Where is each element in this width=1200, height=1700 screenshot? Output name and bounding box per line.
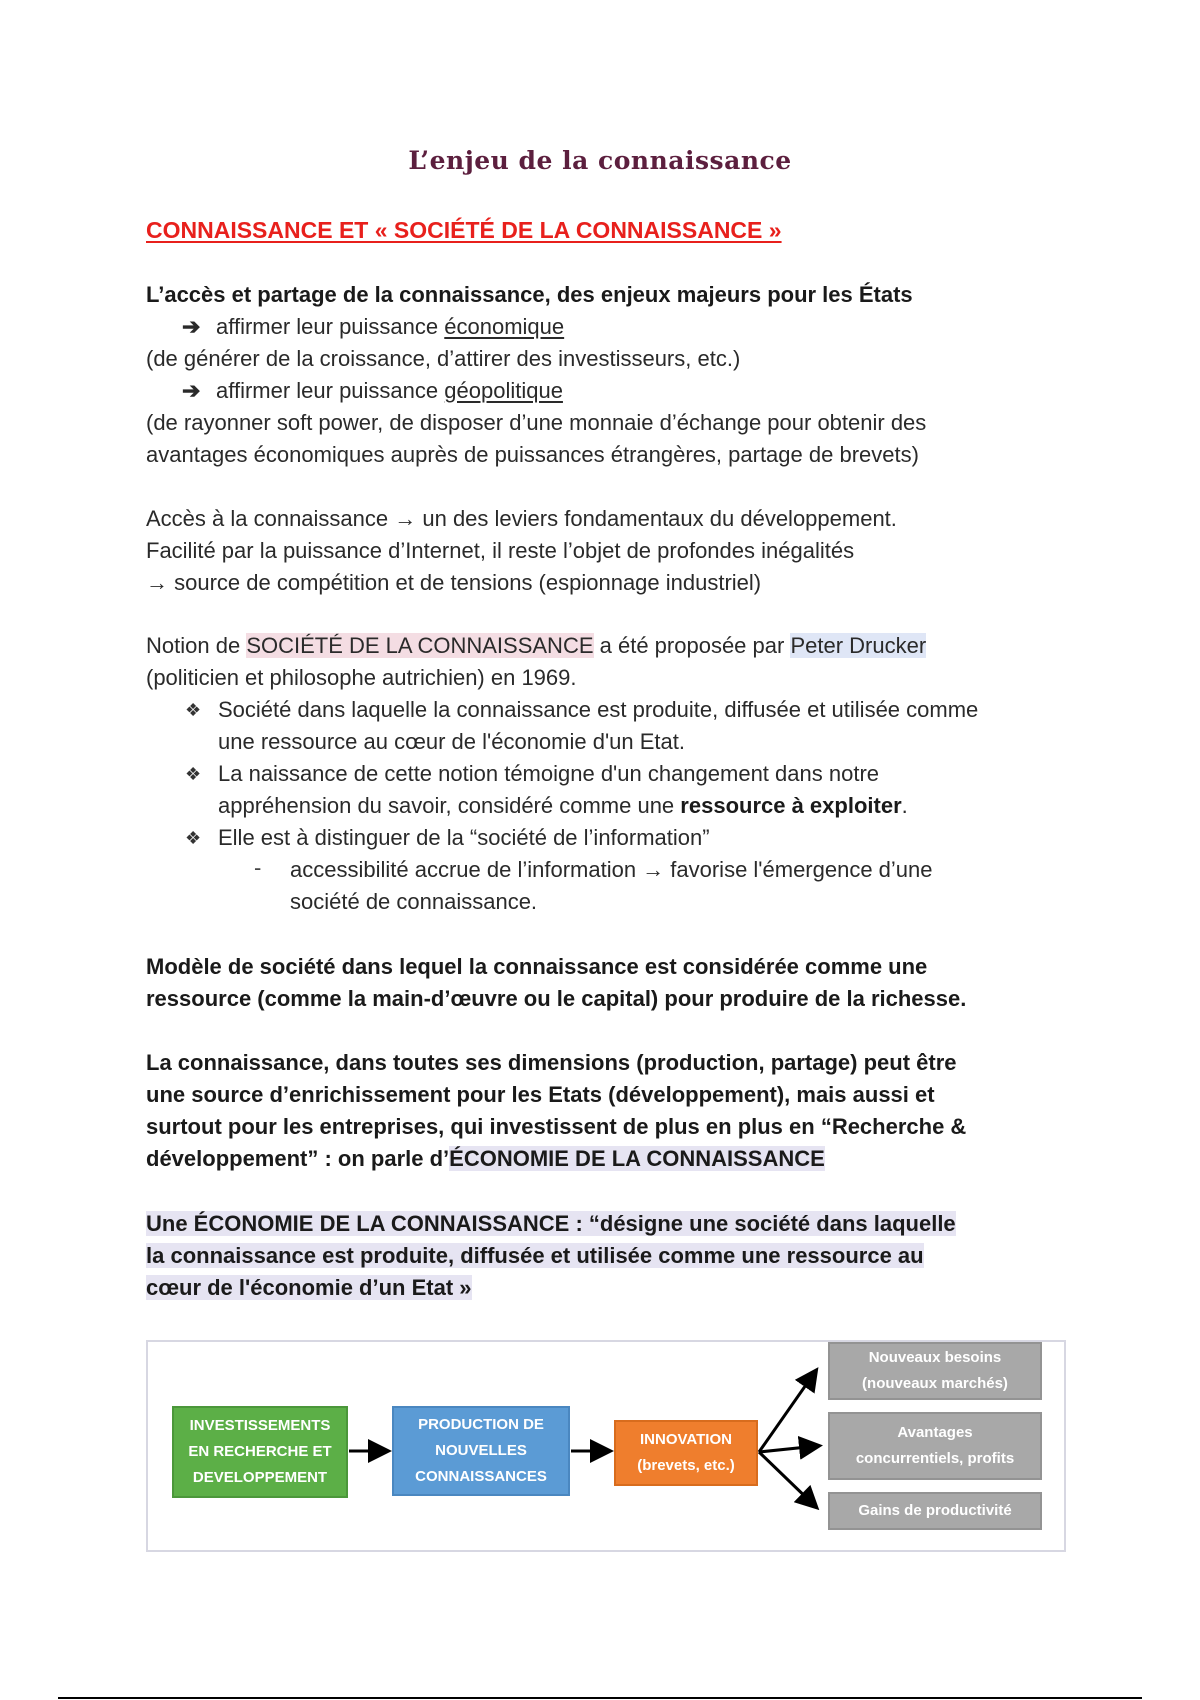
section-heading: CONNAISSANCE ET « SOCIÉTÉ DE LA CONNAISSANCE »	[146, 217, 782, 243]
definition-highlight-3: cœur de l'économie d’un Etat »	[146, 1275, 472, 1300]
access-arrow-line-2	[182, 375, 563, 407]
access-detail-1: (de générer de la croissance, d’attirer des investisseurs, etc.)	[146, 346, 741, 371]
diagram-box-gains: Gains de productivité	[828, 1492, 1042, 1530]
definition-line-2	[146, 1240, 924, 1272]
arrow1-underlined: économique	[444, 314, 565, 339]
notion-bullet-1b: une ressource au cœur de l'économie d'un Etat.	[218, 729, 685, 754]
diagram-box-innovation: INNOVATION (brevets, etc.)	[614, 1420, 758, 1486]
notion-dash-1: accessibilité accrue de l’information → favorise l'émergence d’une	[290, 857, 933, 882]
enrich-line-2: une source d’enrichissement pour les Etats (développement), mais aussi et	[146, 1082, 935, 1107]
diagram-box-avantages: Avantages concurrentiels, profits	[828, 1412, 1042, 1480]
arrow-innovation-to-avantages	[759, 1446, 817, 1452]
definition-line-3	[146, 1272, 472, 1304]
diagram-box-production: PRODUCTION DE NOUVELLES CONNAISSANCES	[392, 1406, 570, 1496]
notion-bullet-2a: La naissance de cette notion témoigne d'un changement dans notre	[218, 761, 879, 786]
dash-bullet-icon: -	[254, 855, 262, 880]
arrow-innovation-to-gains	[759, 1452, 815, 1506]
enrich-line-4	[146, 1143, 825, 1175]
diamond-bullet-icon: ❖	[185, 700, 202, 720]
definition-line-1	[146, 1208, 956, 1240]
knowledge-economy-diagram	[146, 1340, 1066, 1552]
access-detail-2b: avantages économiques auprès de puissances étrangères, partage de brevets)	[146, 442, 919, 467]
notion-bullet-1a: Société dans laquelle la connaissance est produite, diffusée et utilisée comme	[218, 697, 979, 722]
model-line-2: ressource (comme la main-d’œuvre ou le capital) pour produire de la richesse.	[146, 986, 967, 1011]
notion-bullet-3: Elle est à distinguer de la “société de l’information”	[218, 825, 710, 850]
diagram-box-investissements: INVESTISSEMENTS EN RECHERCHE ET DEVELOPPEMENT	[172, 1406, 348, 1498]
access-detail-2a: (de rayonner soft power, de disposer d’une monnaie d’échange pour obtenir des	[146, 410, 927, 435]
access-arrow-line-1	[182, 311, 564, 343]
notion-term-highlight: SOCIÉTÉ DE LA CONNAISSANCE	[246, 633, 594, 658]
bullet2-bold: ressource à exploiter	[680, 793, 902, 818]
enrich-highlight: ÉCONOMIE DE LA CONNAISSANCE	[449, 1146, 825, 1171]
enrich-line-1: La connaissance, dans toutes ses dimensions (production, partage) peut être	[146, 1050, 957, 1075]
diamond-bullet-icon: ❖	[185, 764, 202, 784]
notion-middle: a été proposée par	[599, 633, 785, 658]
definition-highlight-1: Une ÉCONOMIE DE LA CONNAISSANCE : “désigne une société dans laquelle	[146, 1211, 956, 1236]
arrow2-prefix: affirmer leur puissance	[216, 378, 439, 403]
notion-line-1	[146, 630, 926, 662]
arrow1-prefix: affirmer leur puissance	[216, 314, 439, 339]
bottom-rule	[58, 1697, 1142, 1699]
definition-highlight-2: la connaissance est produite, diffusée et utilisée comme une ressource au	[146, 1243, 924, 1268]
levier-line-2: Facilité par la puissance d’Internet, il reste l’objet de profondes inégalités	[146, 538, 855, 563]
diagram-box-besoins: Nouveaux besoins (nouveaux marchés)	[828, 1342, 1042, 1400]
notion-bullet-2b	[218, 790, 908, 822]
bullet2-prefix: appréhension du savoir, considéré comme une	[218, 793, 675, 818]
right-arrow-icon: ➔	[182, 314, 201, 339]
arrow2-underlined: géopolitique	[444, 378, 563, 403]
levier-line-3: → source de compétition et de tensions (espionnage industriel)	[146, 570, 762, 595]
model-line-1: Modèle de société dans lequel la connaissance est considérée comme une	[146, 954, 928, 979]
notion-dash-2: société de connaissance.	[290, 889, 538, 914]
enrich-prefix: développement” : on parle d’	[146, 1146, 450, 1171]
page-title: L’enjeu de la connaissance	[408, 146, 792, 175]
right-arrow-icon: ➔	[182, 378, 201, 403]
diamond-bullet-icon: ❖	[185, 828, 202, 848]
arrow-innovation-to-besoins	[759, 1372, 815, 1452]
bullet2-end: .	[901, 793, 908, 818]
access-heading: L’accès et partage de la connaissance, des enjeux majeurs pour les États	[146, 282, 913, 307]
levier-line-1: Accès à la connaissance → un des leviers fondamentaux du développement.	[146, 506, 897, 531]
diagram-arrows	[148, 1342, 1064, 1550]
notion-prefix: Notion de	[146, 633, 241, 658]
notion-line-2: (politicien et philosophe autrichien) en 1969.	[146, 665, 577, 690]
enrich-line-3: surtout pour les entreprises, qui investissent de plus en plus en “Recherche &	[146, 1114, 967, 1139]
notion-author-highlight: Peter Drucker	[790, 633, 927, 658]
